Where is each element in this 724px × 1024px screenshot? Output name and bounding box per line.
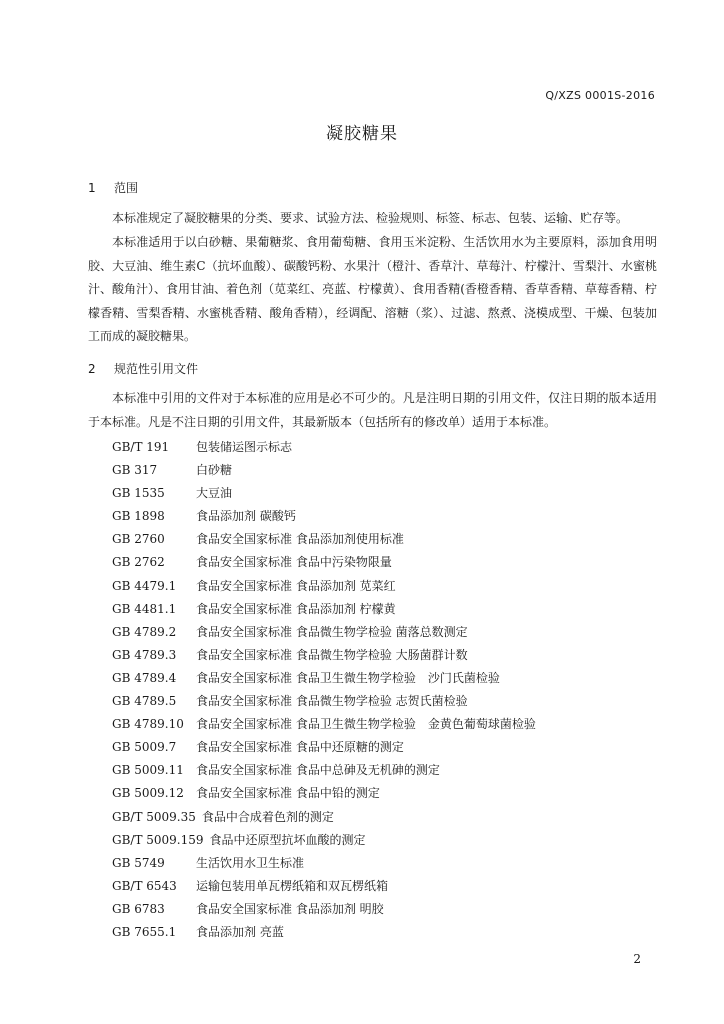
reference-item	[112, 898, 536, 921]
reference-item	[112, 621, 536, 644]
section-number: 1	[88, 181, 96, 195]
reference-title: 食品安全国家标准 食品中污染物限量	[196, 555, 392, 570]
reference-code: GB 7655.1	[112, 924, 177, 939]
reference-code: GB/T 5009.159	[112, 832, 204, 847]
reference-code: GB 5009.11	[112, 763, 184, 778]
reference-code: GB 4481.1	[112, 601, 177, 616]
reference-item	[112, 528, 536, 551]
reference-item	[112, 759, 536, 782]
reference-title: 食品安全国家标准 食品添加剂 苋菜红	[196, 578, 396, 593]
reference-code: GB 317	[112, 463, 158, 478]
reference-item	[112, 482, 536, 505]
reference-title: 食品安全国家标准 食品中铅的测定	[196, 786, 380, 801]
reference-code: GB 5009.7	[112, 740, 177, 755]
reference-code: GB 2762	[112, 555, 165, 570]
reference-item	[112, 829, 536, 852]
reference-title: 食品安全国家标准 食品添加剂使用标准	[196, 532, 404, 547]
reference-item	[112, 806, 536, 829]
reference-item	[112, 505, 536, 528]
reference-code: GB 1898	[112, 509, 165, 524]
section-title: 规范性引用文件	[114, 362, 199, 376]
reference-title: 食品中还原型抗坏血酸的测定	[209, 832, 366, 847]
reference-code: GB 4479.1	[112, 578, 177, 593]
reference-title: 白砂糖	[196, 463, 233, 478]
reference-code: GB 4789.2	[112, 624, 177, 639]
reference-list	[112, 436, 536, 944]
reference-title: 食品安全国家标准 食品中还原糖的测定	[196, 740, 404, 755]
paragraph: 本标准适用于以白砂糖、果葡糖浆、食用葡萄糖、食用玉米淀粉、生活饮用水为主要原料，添加食用明胶、大豆油、维生素C（抗坏血酸）、碳酸钙粉、水果汁（橙汁、香草汁、草莓汁、柠檬汁、雪梨汁、水蜜桃汁、酸角汁）、食用甘油、着色剂（苋菜红、亮蓝、柠檬黄）、食用香精(香橙香精、香草香精、草莓香精、柠檬香精、雪梨香精、水蜜桃香精、酸角香精），经调配、溶糖（浆）、过滤、熬煮、浇模成型、干燥、包装加工而成的凝胶糖果。	[88, 235, 657, 343]
reference-code: GB 5009.12	[112, 786, 184, 801]
reference-title: 运输包装用单瓦楞纸箱和双瓦楞纸箱	[196, 878, 389, 893]
reference-item	[112, 575, 536, 598]
reference-item	[112, 598, 536, 621]
reference-item	[112, 667, 536, 690]
reference-title: 包装储运图示标志	[196, 440, 293, 454]
reference-title: 大豆油	[196, 486, 233, 501]
reference-title: 食品安全国家标准 食品卫生微生物学检验 沙门氏菌检验	[196, 670, 500, 685]
reference-title: 食品安全国家标准 食品添加剂 柠檬黄	[196, 601, 396, 616]
section-2-heading	[88, 360, 198, 377]
reference-code: GB/T 191	[112, 440, 170, 454]
reference-item	[112, 436, 536, 459]
reference-code: GB 2760	[112, 532, 165, 547]
reference-item	[112, 921, 536, 944]
reference-title: 食品安全国家标准 食品微生物学检验 大肠菌群计数	[196, 647, 468, 662]
reference-code: GB/T 5009.35	[112, 809, 196, 824]
reference-item	[112, 736, 536, 759]
reference-item	[112, 782, 536, 805]
reference-item	[112, 459, 536, 482]
reference-title: 食品安全国家标准 食品微生物学检验 志贺氏菌检验	[196, 694, 468, 709]
reference-title: 食品安全国家标准 食品中总砷及无机砷的测定	[196, 763, 440, 778]
reference-title: 食品安全国家标准 食品卫生微生物学检验 金黄色葡萄球菌检验	[196, 717, 536, 732]
reference-item	[112, 852, 536, 875]
reference-code: GB 4789.5	[112, 694, 177, 709]
reference-code: GB 4789.10	[112, 717, 184, 732]
paragraph: 本标准中引用的文件对于本标准的应用是必不可少的。凡是注明日期的引用文件，仅注日期的版本适用于本标准。凡是不注日期的引用文件，其最新版本（包括所有的修改单）适用于本标准。	[88, 391, 657, 429]
document-title: 凝胶糖果	[326, 124, 398, 144]
reference-item	[112, 644, 536, 667]
reference-title: 食品安全国家标准 食品添加剂 明胶	[196, 901, 384, 916]
standard-code: Q/XZS 0001S-2016	[545, 89, 655, 102]
reference-item	[112, 690, 536, 713]
reference-code: GB 4789.3	[112, 647, 177, 662]
reference-item	[112, 551, 536, 574]
reference-item	[112, 713, 536, 736]
reference-title: 生活饮用水卫生标准	[196, 855, 305, 870]
page-number: 2	[633, 952, 641, 966]
reference-code: GB 4789.4	[112, 670, 177, 685]
reference-code: GB 5749	[112, 855, 165, 870]
paragraph: 本标准规定了凝胶糖果的分类、要求、试验方法、检验规则、标签、标志、包装、运输、贮存等。	[112, 211, 629, 225]
section-1-heading	[88, 179, 138, 196]
reference-title: 食品中合成着色剂的测定	[201, 809, 334, 824]
reference-title: 食品添加剂 亮蓝	[196, 924, 284, 939]
section-title: 范围	[114, 181, 139, 195]
reference-title: 食品安全国家标准 食品微生物学检验 菌落总数测定	[196, 624, 468, 639]
section-number: 2	[88, 362, 96, 376]
reference-item	[112, 875, 536, 898]
reference-title: 食品添加剂 碳酸钙	[196, 509, 296, 524]
reference-code: GB 1535	[112, 486, 165, 501]
reference-code: GB/T 6543	[112, 878, 177, 893]
reference-code: GB 6783	[112, 901, 165, 916]
